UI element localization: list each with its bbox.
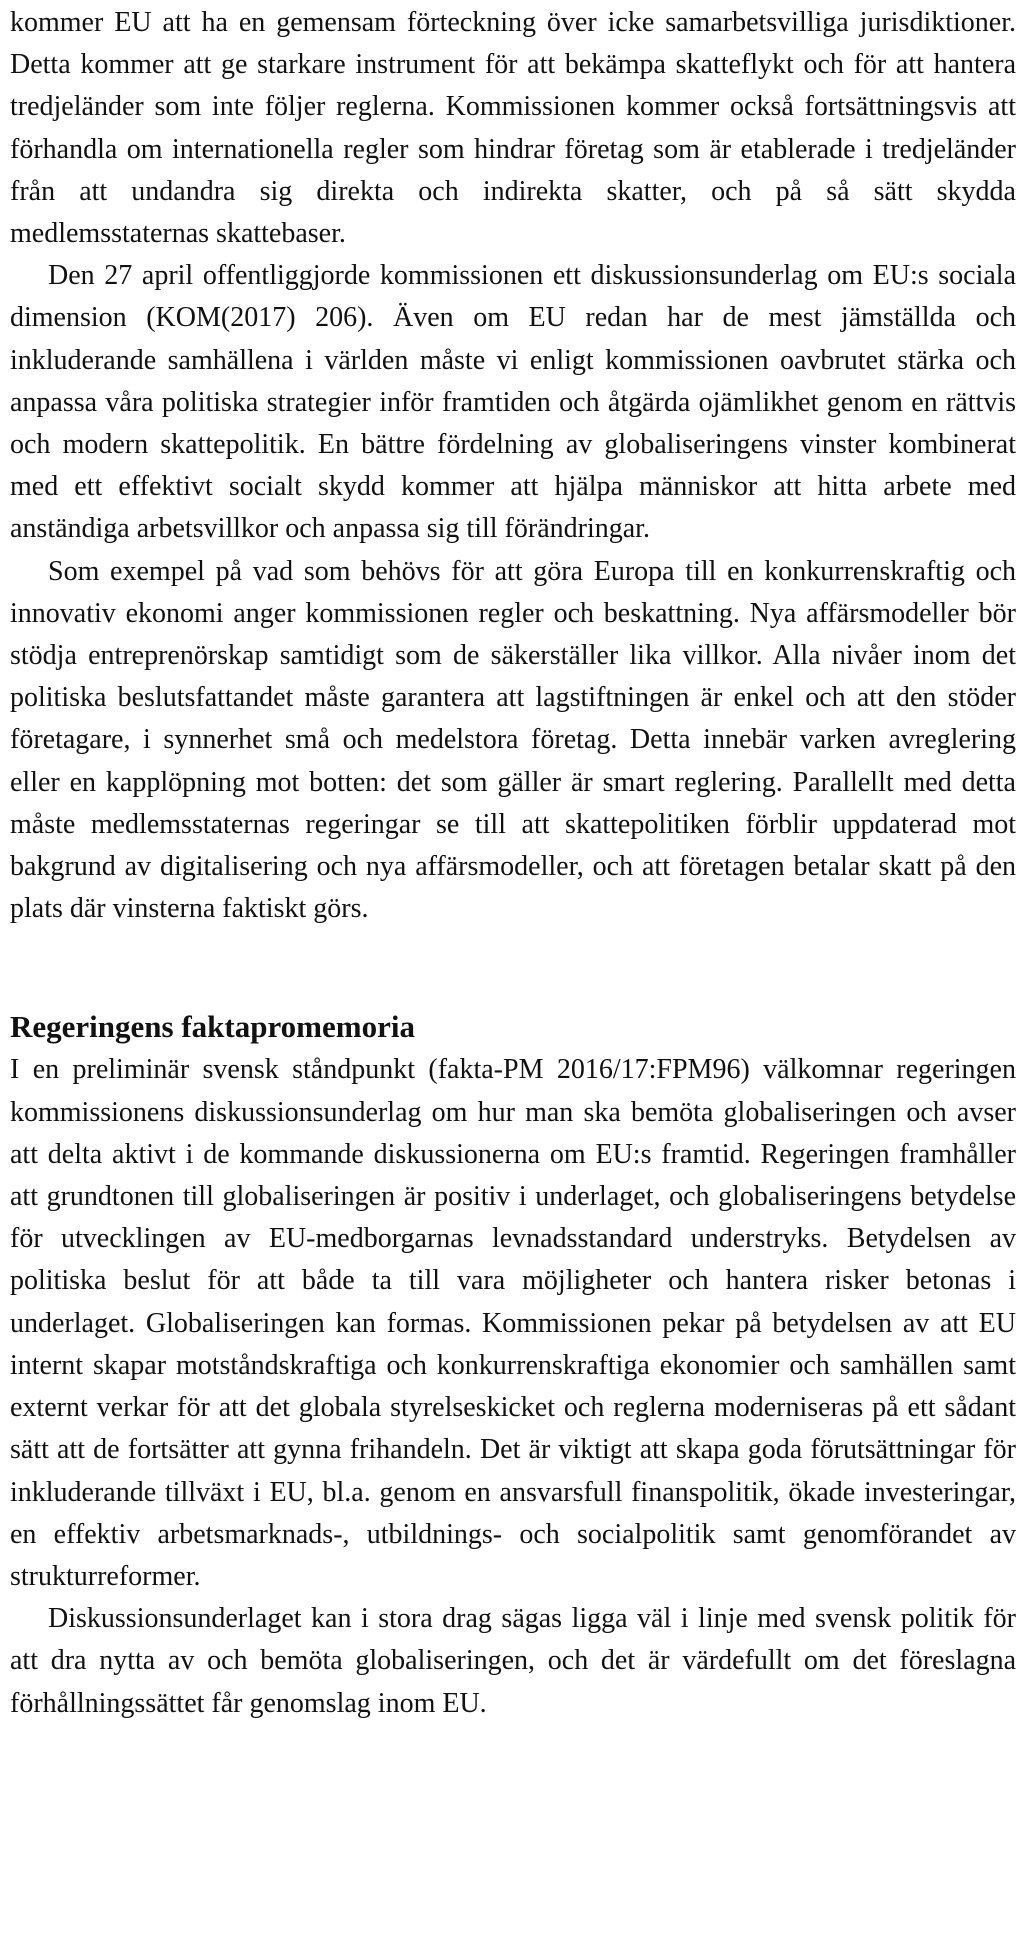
- paragraph-regulation-taxation: Som exempel på vad som behövs för att göra Europa till en konkurrenskraftig och innovativ ekonomi anger kommissionen regler och beskattning. Nya affärsmodeller bör stödja entreprenörskap samtidigt som de säkerställer lika villkor. Alla nivåer inom det politiska beslutsfattandet måste garantera att lagstiftningen är enkel och att den stöder företagare, i synnerhet små och medelstora företag. Detta innebär varken avreglering eller en kapplöpning mot botten: det som gäller är smart reglering. Parallellt med detta måste medlemsstaternas regeringar se till att skattepolitiken förblir uppdaterad mot bakgrund av digitalisering och nya affärsmodeller, och att företagen betalar skatt på den plats där vinsterna faktiskt görs.: [10, 555, 1016, 925]
- section-heading: Regeringens faktapromemoria: [10, 1009, 415, 1045]
- document-page: [10, 2, 1016, 1725]
- paragraph-tax-evasion: kommer EU att ha en gemensam förteckning över icke samarbetsvilliga jurisdiktioner. Detta kommer att ge starkare instrument för att bekämpa skatteflykt och för att hantera tredjeländer som inte följer reglerna. Kommissionen kommer också fortsättningsvis att förhandla om internationella regler som hindrar företag som är etablerade i tredjeländer från att undandra sig direkta och indirekta skatter, och på så sätt skydda medlemsstaternas skattebaser.: [10, 7, 1016, 250]
- paragraph-fact-memo: I en preliminär svensk ståndpunkt (fakta-PM 2016/17:FPM96) välkomnar regeringen kommissionens diskussionsunderlag om hur man ska bemöta globaliseringen och avser att delta aktivt i de kommande diskussionerna om EU:s framtid. Regeringen framhåller att grundtonen till globaliseringen är positiv i underlaget, och globaliseringens betydelse för utvecklingen av EU-medborgarnas levnadsstandard understryks. Betydelsen av politiska beslut för att både ta till vara möjligheter och hantera risker betonas i underlaget. Globaliseringen kan formas. Kommissionen pekar på betydelsen av att EU internt skapar motståndskraftiga och konkurrenskraftiga ekonomier och samhällen samt externt verkar för att det globala styrelseskicket och reglerna moderniseras på ett sådant sätt att de fortsätter att gynna frihandeln. Det är viktigt att skapa goda förutsättningar för inkluderande tillväxt i EU, bl.a. genom en ansvarsfull finanspolitik, ökade investeringar, en effektiv arbetsmarknads-, utbildnings- och socialpolitik samt genomförandet av strukturreformer.: [10, 1054, 1016, 1592]
- paragraph-social-dimension: Den 27 april offentliggjorde kommissionen ett diskussionsunderlag om EU:s sociala dimension (KOM(2017) 206). Även om EU redan har de mest jämställda och inkluderande samhällena i världen måste vi enligt kommissionen oavbrutet stärka och anpassa våra politiska strategier inför framtiden och åtgärda ojämlikhet genom en rättvis och modern skattepolitik. En bättre fördelning av globaliseringens vinster kombinerat med ett effektivt socialt skydd kommer att hjälpa människor att hitta arbete med anständiga arbetsvillkor och anpassa sig till förändringar.: [10, 260, 1016, 545]
- paragraph-conclusion: Diskussionsunderlaget kan i stora drag sägas ligga väl i linje med svensk politik för att dra nytta av och bemöta globaliseringen, och det är värdefullt om det föreslagna förhållningssättet får genomslag inom EU.: [10, 1603, 1016, 1719]
